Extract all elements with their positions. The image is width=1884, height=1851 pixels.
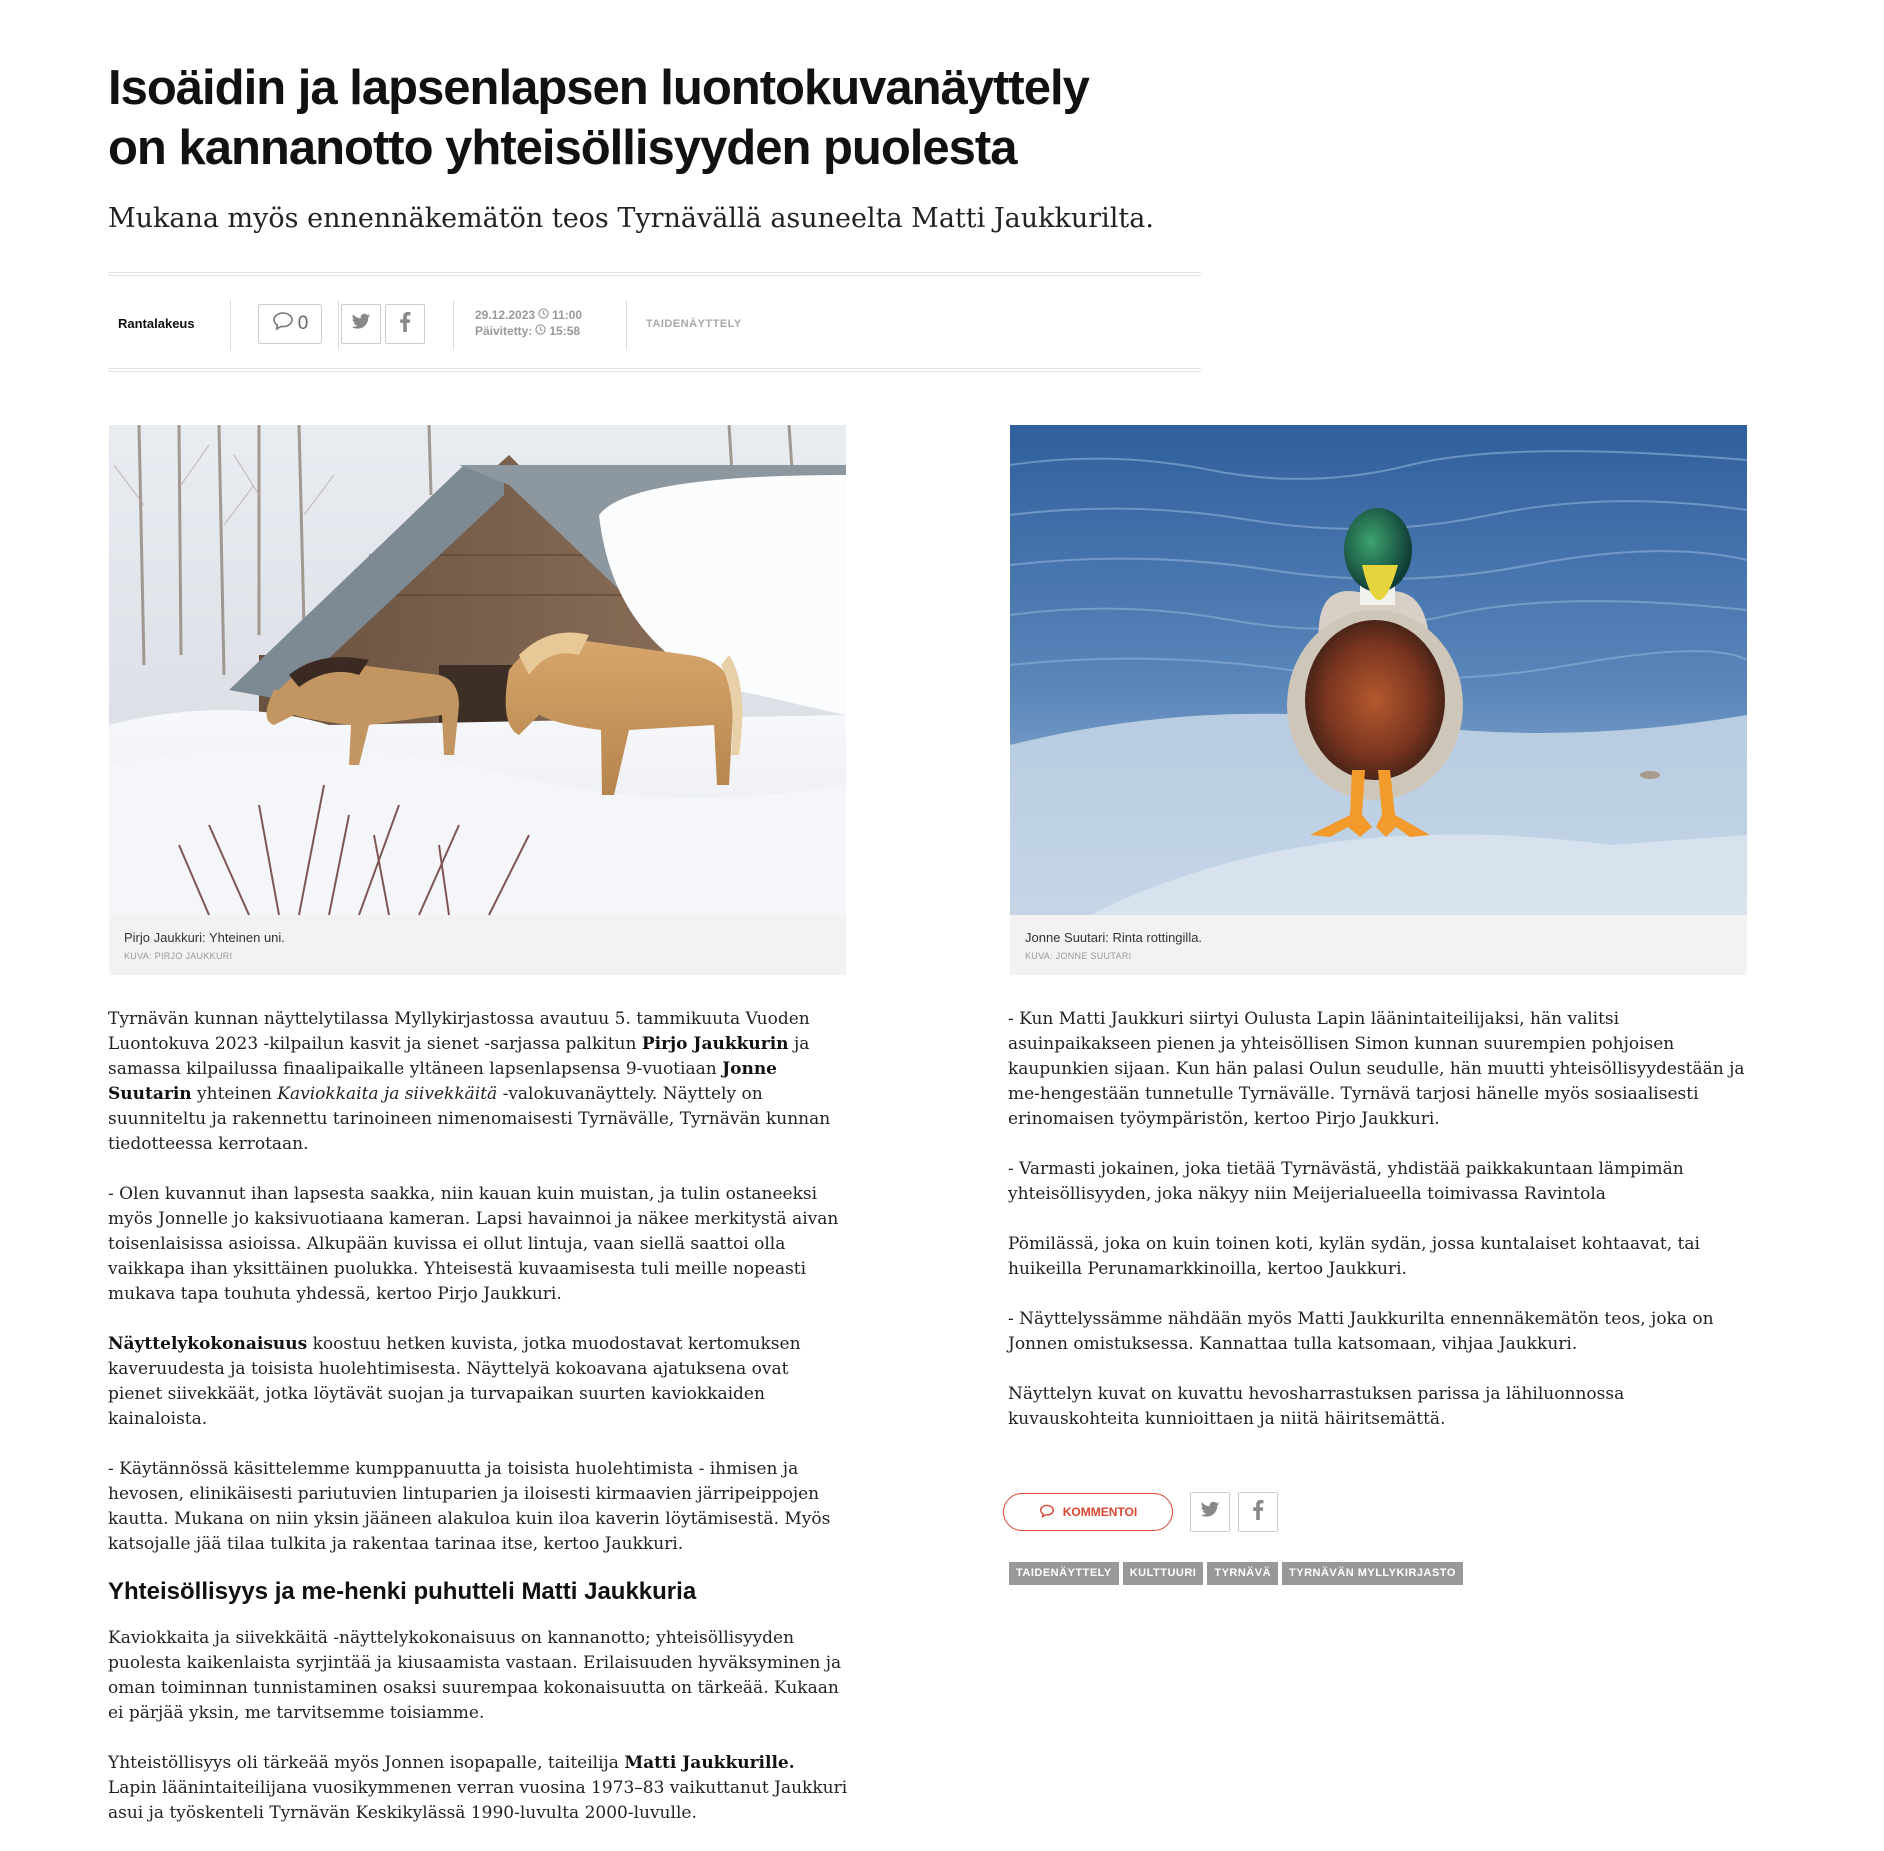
- published-time: 11:00: [552, 308, 583, 322]
- title-line-2: on kannanotto yhteisöllisyyden puolesta: [108, 121, 1017, 175]
- updated-label: Päivitetty:: [475, 324, 533, 338]
- article-body-right: [1008, 1007, 1748, 1457]
- tag-link[interactable]: TYRNÄVÄ: [1207, 1562, 1278, 1585]
- tag-link[interactable]: TYRNÄVÄN MYLLYKIRJASTO: [1282, 1562, 1463, 1585]
- meta-divider: [453, 300, 454, 350]
- article-meta-bar: [108, 272, 1201, 372]
- paragraph: Näyttelykokonaisuus koostuu hetken kuvista, jotka muodostavat kertomuksen kaveruudesta ja toisista huolehtimisesta. Näyttelyä kokoavana ajatuksena ovat pienet siivekkäät, jotka löytävät suojan ja turvapaikan suurten kaviokkaiden kainaloista.: [108, 1334, 801, 1429]
- image-caption: Jonne Suutari: Rinta rottingilla.: [1025, 930, 1203, 945]
- twitter-share-button[interactable]: [1190, 1492, 1230, 1532]
- facebook-f-icon: [399, 312, 411, 336]
- section-heading: Yhteisöllisyys ja me-henki puhutteli Matti Jaukkuria: [108, 1578, 697, 1605]
- comment-button[interactable]: [1003, 1493, 1173, 1531]
- paragraph: Yhteistöllisyys oli tärkeää myös Jonnen isopapalle, taiteilija Matti Jaukkurille. Lapin läänintaiteilijana vuosikymmenen verran vuosina 1973–83 vaikuttanut Jaukkuri asui ja työskenteli Tyrnävän Keskikylässä 1990-luvulta 2000-luvulle.: [108, 1753, 848, 1823]
- twitter-share-button[interactable]: [341, 304, 381, 344]
- paragraph: - Näyttelyssämme nähdään myös Matti Jaukkurilta ennennäkemätön teos, joka on Jonnen omistuksessa. Kannattaa tulla katsomaan, vihjaa Jaukkuri.: [1008, 1309, 1714, 1354]
- article-body-left: [108, 1007, 848, 1851]
- updated-time: 15:58: [549, 324, 581, 338]
- tag-link[interactable]: KULTTUURI: [1123, 1562, 1204, 1585]
- meta-divider: [230, 300, 231, 350]
- tag-list: [1009, 1562, 1463, 1585]
- speech-bubble-icon: [1039, 1504, 1055, 1521]
- image-credit: KUVA: JONNE SUUTARI: [1025, 951, 1132, 961]
- comment-count: 0: [297, 313, 309, 334]
- meta-divider: [338, 300, 339, 350]
- image-caption: Pirjo Jaukkuri: Yhteinen uni.: [124, 930, 285, 945]
- paragraph: - Olen kuvannut ihan lapsesta saakka, niin kauan kuin muistan, ja tulin ostaneeksi myös Jonnelle jo kaksivuotiaana kameran. Lapsi havainnoi ja näkee merkitystä aivan toisenlaisissa asioissa. Alkupään kuvissa ei ollut lintuja, vaan siellä saattoi olla vaikkapa ihan yksittäinen puolukka. Yhteisestä kuvaamisesta tuli meille nopeasti mukava tapa touhuta yhdessä, kertoo Pirjo Jaukkuri.: [108, 1184, 839, 1304]
- twitter-bird-icon: [1200, 1501, 1220, 1523]
- tag-link[interactable]: TAIDENÄYTTELY: [1009, 1562, 1119, 1585]
- paragraph: - Käytännössä käsittelemme kumppanuutta ja toisista huolehtimista - ihmisen ja hevosen, elinikäisesti pariutuvien lintuparien ja iloisesti kirmaavien järripeippojen kautta. Mukana on niin yksin jääneen alakuloa kuin iloa kaverin löytämisestä. Myös katsojalle jää tilaa tulkita ja rakentaa tarinaa itse, kertoo Jaukkuri.: [108, 1459, 831, 1554]
- meta-divider: [626, 300, 627, 350]
- publish-dates: [475, 307, 582, 339]
- figure-horses: [109, 425, 846, 975]
- clock-icon: [535, 323, 546, 339]
- comment-button-label: KOMMENTOI: [1062, 1505, 1138, 1519]
- paragraph: Kaviokkaita ja siivekkäitä -näyttelykokonaisuus on kannanotto; yhteisöllisyyden puolesta kaikenlaista syrjintää ja kiusaamista vastaan. Erilaisuuden hyväksyminen ja oman toiminnan tunnistaminen osaksi suurempaa kokonaisuutta on tärkeää. Kukaan ei pärjää yksin, me tarvitsemme toisiamme.: [108, 1628, 842, 1723]
- facebook-share-button[interactable]: [385, 304, 425, 344]
- paragraph: - Kun Matti Jaukkuri siirtyi Oulusta Lapin läänintaiteilijaksi, hän valitsi asuinpaikakseen pienen ja yhteisöllisen Simon kunnan suurempien pohjoisen kaupunkien sijaan. Kun hän palasi Oulun seudulle, hän muutti yhteisöllisyydestään ja me-hengestään tunnetulle Tyrnävälle. Tyrnävä tarjosi hänelle myös sosiaalisesti erinomaisen työympäristön, kertoo Pirjo Jaukkuri.: [1008, 1009, 1745, 1129]
- category-link[interactable]: TAIDENÄYTTELY: [646, 318, 742, 330]
- paragraph: Tyrnävän kunnan näyttelytilassa Myllykirjastossa avautuu 5. tammikuuta Vuoden Luontokuva 2023 -kilpailun kasvit ja sienet -sarjassa palkitun Pirjo Jaukkurin ja samassa kilpailussa finaalipaikalle yltäneen lapsenlapsensa 9-vuotiaan Jonne Suutarin yhteinen Kaviokkaita ja siivekkäitä -valokuvanäyttely. Näyttely on suunniteltu ja rakennettu tarinoineen nimenomaisesti Tyrnävälle, Tyrnävän kunnan tiedotteessa kerrotaan.: [108, 1009, 831, 1154]
- facebook-f-icon: [1252, 1500, 1264, 1524]
- title-line-1: Isoäidin ja lapsenlapsen luontokuvanäyttely: [108, 61, 1089, 115]
- comment-count-button[interactable]: [258, 304, 322, 344]
- photo-duck[interactable]: [1010, 425, 1747, 915]
- paragraph: Näyttelyn kuvat on kuvattu hevosharrastuksen parissa ja lähiluonnossa kuvauskohteita kunnioittaen ja niitä häiritsemättä.: [1008, 1384, 1625, 1429]
- photo-horses[interactable]: [109, 425, 846, 915]
- speech-bubble-icon: [272, 311, 294, 337]
- twitter-bird-icon: [351, 313, 371, 335]
- article-subtitle: Mukana myös ennennäkemätön teos Tyrnävällä asuneelta Matti Jaukkurilta.: [108, 203, 1154, 234]
- clock-icon: [538, 307, 549, 323]
- published-date: 29.12.2023: [475, 308, 536, 322]
- paragraph: Pömilässä, joka on kuin toinen koti, kylän sydän, jossa kuntalaiset kohtaavat, tai huikeilla Perunamarkkinoilla, kertoo Jaukkuri.: [1008, 1234, 1700, 1279]
- paragraph: - Varmasti jokainen, joka tietää Tyrnävästä, yhdistää paikkakuntaan lämpimän yhteisöllisyyden, joka näkyy niin Meijerialueella toimivassa Ravintola: [1008, 1159, 1684, 1204]
- article-title: [108, 58, 1208, 178]
- figure-duck: [1010, 425, 1747, 975]
- author-name[interactable]: Rantalakeus: [118, 316, 195, 331]
- image-credit: KUVA: PIRJO JAUKKURI: [124, 951, 233, 961]
- facebook-share-button[interactable]: [1238, 1492, 1278, 1532]
